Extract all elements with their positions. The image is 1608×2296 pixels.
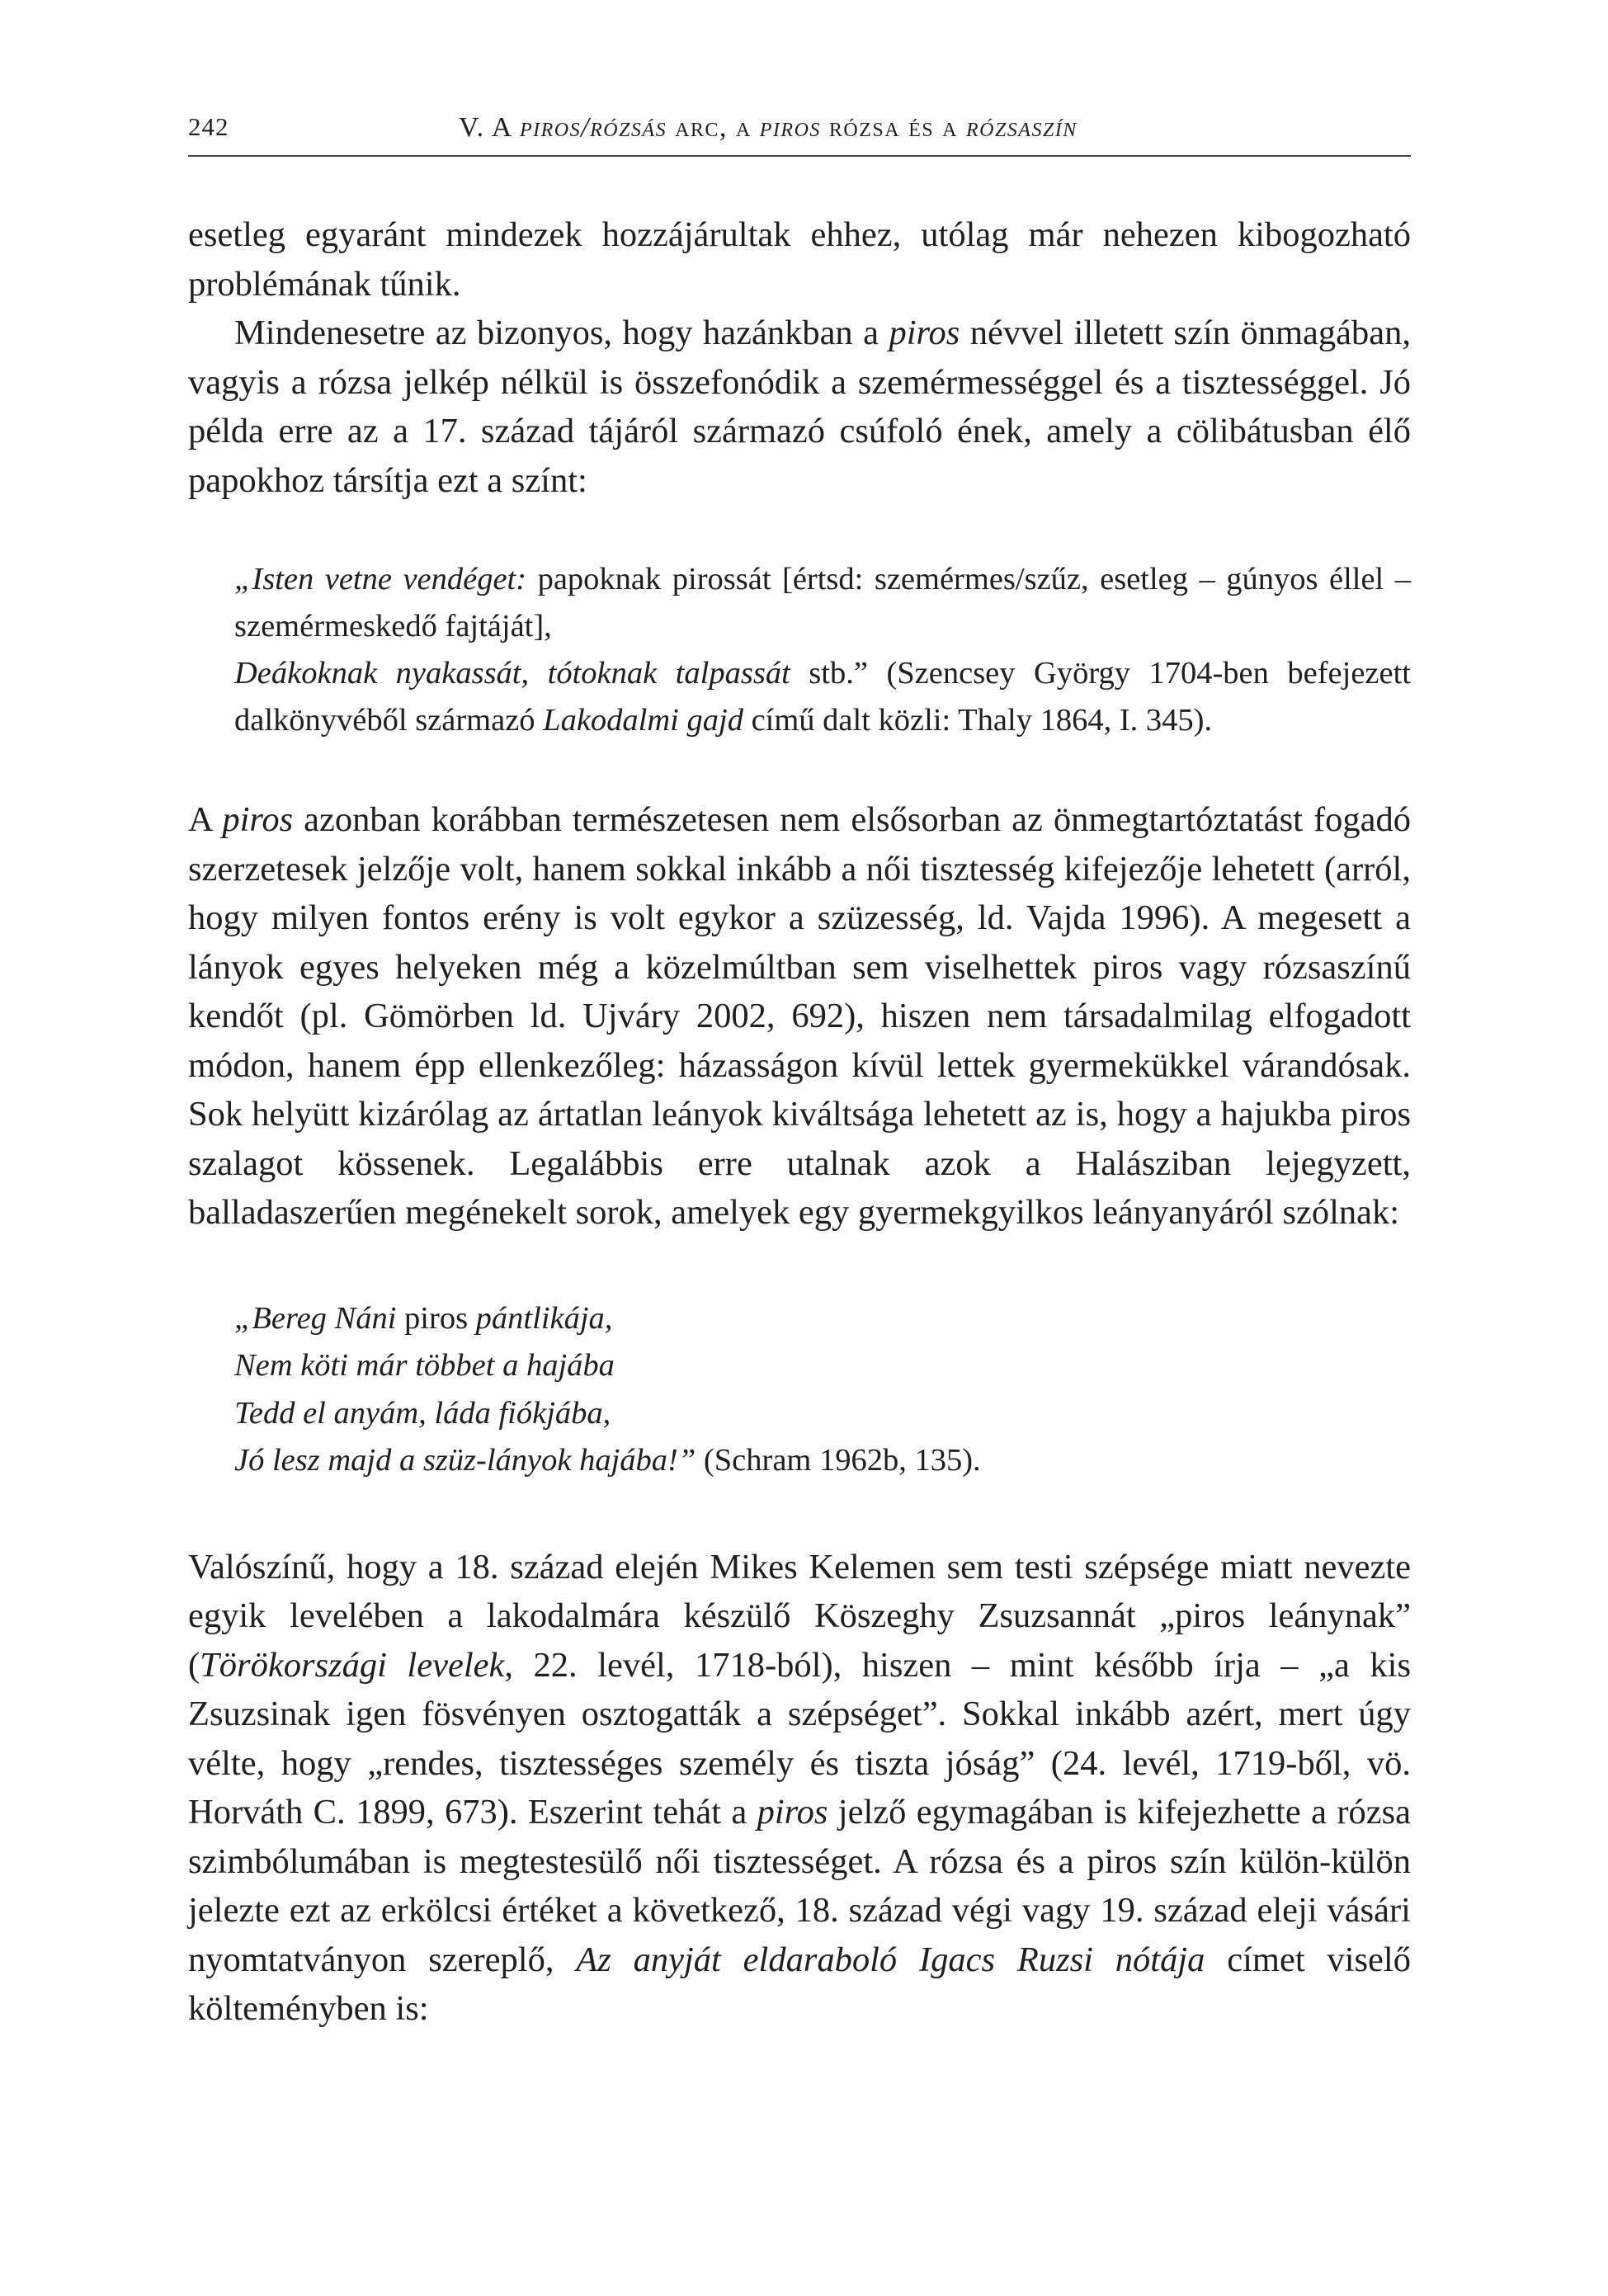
page-number: 242 — [188, 112, 229, 141]
paragraph-1: esetleg egyaránt mindezek hozzájárultak ehhez, utólag már nehezen kibogozható problémának tűnik. — [188, 215, 1411, 304]
verse-line-3: Tedd el anyám, láda fiókjába, — [234, 1395, 611, 1431]
verse-line-1: „Bereg Náni piros pántlikája, — [234, 1300, 613, 1336]
paragraph-4: Valószínű, hogy a 18. század elején Mikes Kelemen sem testi szépsége miatt nevezte egyik levelében a lakodalmára készülő Köszeghy Zsuzsannát „piros leánynak” (Törökországi levelek, 22. levél, 1718-ból), hiszen – mint később írja – „a kis Zsuzsinak igen fösvényen osztogatták a szépséget”. Sokkal inkább azért, mert úgy vélte, hogy „rendes, tisztességes személy és tiszta jóság” (24. levél, 1719-ből, vö. Horváth C. 1899, 673). Eszerint tehát a piros jelző egymagában is kifejezhette a rózsa szimbólumában is megtestesülő női tisztességet. A rózsa és a piros szín külön-külön jelezte ezt az erkölcsi értéket a következő, 18. század végi vagy 19. század eleji vásári nyomtatványon szereplő, Az anyját eldaraboló Igacs Ruzsi nótája címet viselő költeményben is: — [188, 1547, 1412, 2028]
body-text — [188, 210, 1411, 2034]
paragraph-3: A piros azonban korábban természetesen nem elsősorban az önmegtartóztatást fogadó szerzetesek jelzője volt, hanem sokkal inkább a női tisztesség kifejezője lehetett (arról, hogy milyen fontos erény is volt egykor a szüzesség, ld. Vajda 1996). A megesett a lányok egyes helyeken még a közelmúltban sem viselhettek piros vagy rózsaszínű kendőt (pl. Gömörben ld. Ujváry 2002, 692), hiszen nem társadalmilag elfogadott módon, hanem épp ellenkezőleg: házasságon kívül lettek gyermekükkel várandósak. Sok helyütt kizárólag az ártatlan leányok kiváltsága lehetett az is, hogy a hajukba piros szalagot kössenek. Legalábbis erre utalnak azok a Halásziban lejegyzett, balladaszerűen megénekelt sorok, amelyek egy gyermekgyilkos leányanyáról szólnak: — [188, 800, 1411, 1232]
verse-line-2: Nem köti már többet a hajába — [234, 1348, 615, 1383]
quote-line-2: Deákoknak nyakassát, tótoknak talpassát stb.” (Szencsey György 1704-ben befejezett dalkönyvéből származó Lakodalmi gajd című dalt közli: Thaly 1864, I. 345). — [234, 656, 1411, 738]
block-quote — [234, 556, 1411, 744]
running-title: V. A piros/rózsás arc, a piros rózsa és a rózsaszín — [459, 112, 1078, 143]
quote-line-1: „Isten vetne vendéget: papoknak pirossát [értsd: szemérmes/szűz, esetleg – gúnyos éllel – szemérmeskedő fajtáját], — [234, 562, 1411, 644]
verse-quote — [234, 1295, 1411, 1485]
verse-line-4: Jó lesz majd a szüz-lányok hajába!” (Schram 1962b, 135). — [234, 1443, 981, 1478]
paragraph-2: Mindenesetre az bizonyos, hogy hazánkban a piros névvel illetett szín önmagában, vagyis a rózsa jelkép nélkül is összefonódik a szemérmességgel és a tisztességgel. Jó példa erre az a 17. század tájáról származó csúfoló ének, amely a cölibátusban élő papokhoz társítja ezt a színt: — [188, 314, 1412, 500]
running-header — [188, 112, 1411, 157]
